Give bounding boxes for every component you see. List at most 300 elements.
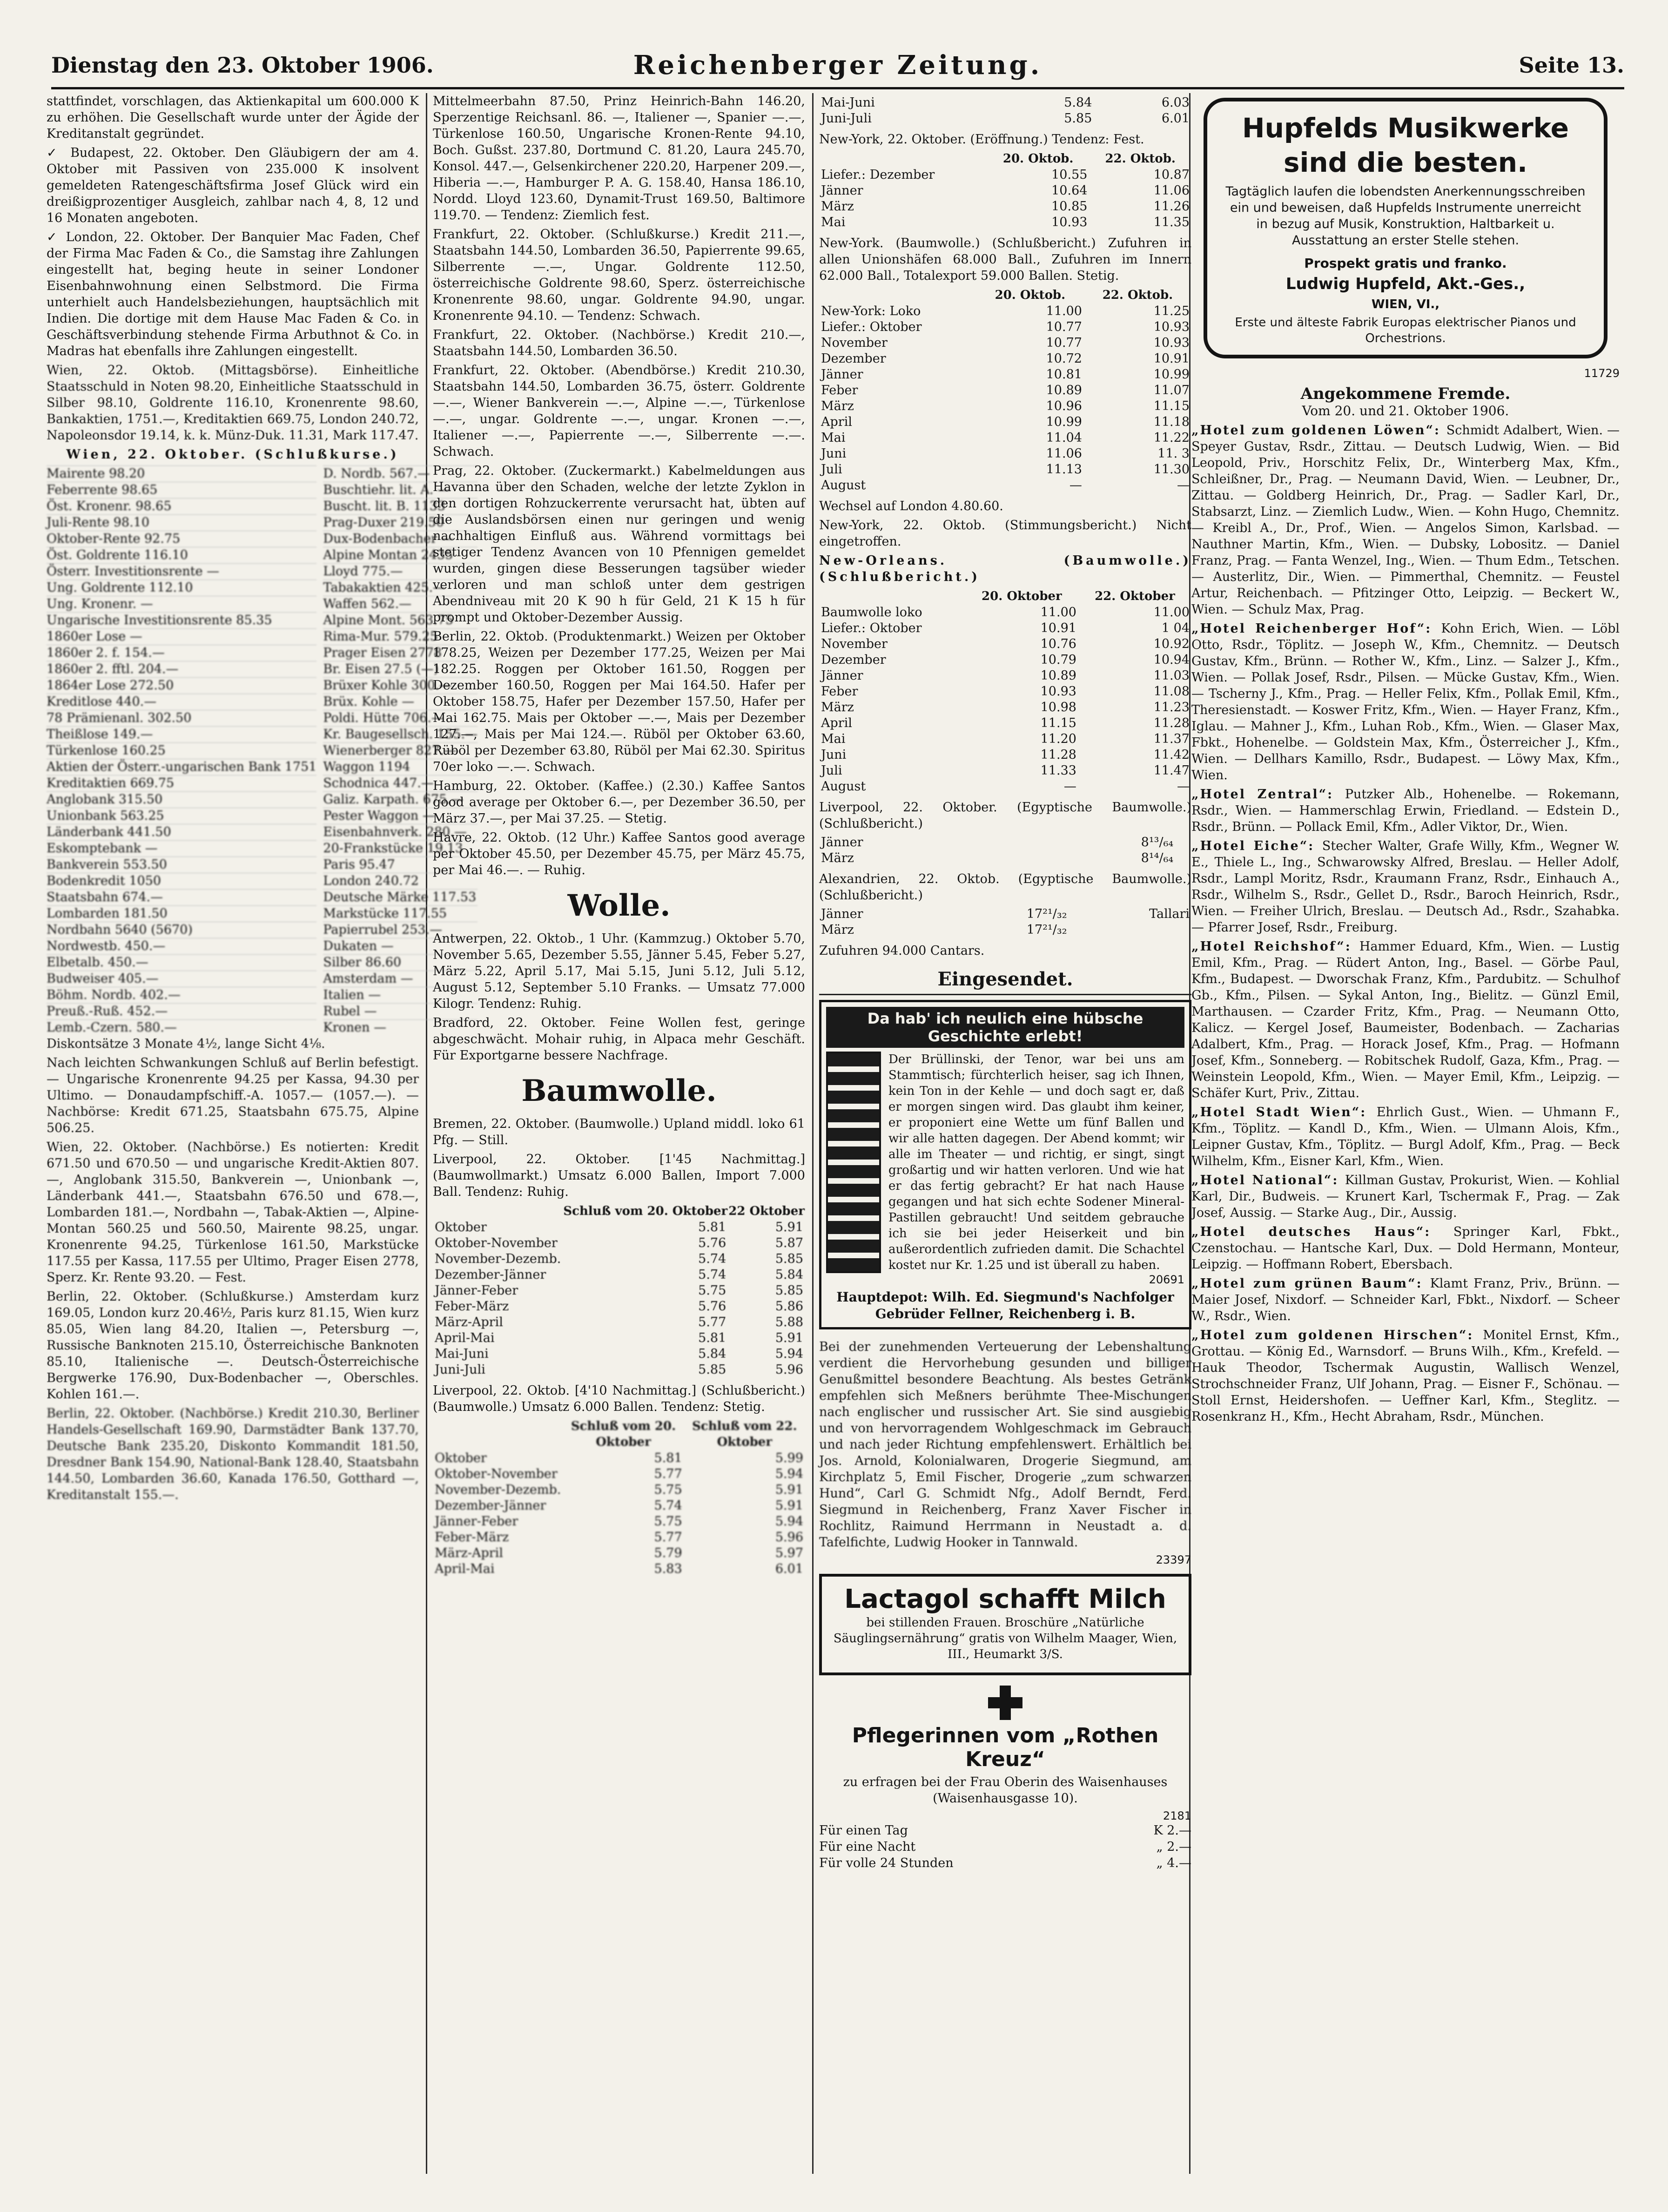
table-cell: Baumwolle loko [821, 605, 922, 620]
quote-entry: 1860er 2. fftl. 204.— [47, 661, 316, 677]
table-cell: 5.84 [1064, 95, 1092, 110]
table-row [819, 636, 1191, 652]
table-row [433, 1561, 805, 1577]
quote-entry: 1860er Lose — [47, 628, 316, 645]
table-cell: 5.99 [775, 1451, 803, 1465]
quote-entry: Nordbahn 5640 (5670) [47, 922, 316, 938]
hotel-entry [1191, 1327, 1620, 1425]
table-cell: 11.06 [1046, 446, 1082, 461]
table-cell: Jänner [821, 835, 863, 850]
table-cell: 5.91 [775, 1483, 803, 1497]
hotel-guests: Kohn Erich, Wien. — Löbl Otto, Rsdr., Töplitz. — Joseph W., Kfm., Chemnitz. — Deutsch Gustav, Kfm., Brünn. — Rother W., Kfm., Linz. — Salzer J., Kfm., Wien. — Pollak Josef, Rsdr., Pilsen. — Mücke Gustav, Kfm., Wien. — Tscherny J., Kfm., Prag. — Heller Felix, Kfm., Pollak Emil, Kfm., Theresienstadt. — Koswer Fritz, Kfm., Wien. — Hayer Franz, Kfm., Iglau. — Mahner J., Kfm., Luhan Rob., Kfm., Wien. — Glaser Max, Fbkt., Hohenelbe. — Goldstein Max, Kfm., Österreicher J., Kfm., Wien. — Dellhars Kamillo, Rsdr., Budapest. — Löwy Max, Kfm., Wien. [1191, 621, 1620, 782]
hupfeld-footer: Erste und älteste Fabrik Europas elektrischer Pianos und Orchestrions. [1235, 316, 1576, 345]
issue-date: Dienstag den 23. Oktober 1906. [51, 53, 434, 78]
table-cell: März [821, 199, 854, 214]
price-table [819, 835, 1191, 866]
table-row [433, 1299, 805, 1315]
quote-entry: Preuß.-Ruß. 452.— [47, 1003, 316, 1019]
table-cell: 5.81 [698, 1220, 726, 1234]
hotel-guest-list [1191, 422, 1620, 1425]
table-header-row [433, 1418, 805, 1450]
table-cell: — [1069, 478, 1082, 492]
table-cell: 11.22 [1153, 431, 1190, 445]
quote-entry: Galiz. Karpath. 675.— [323, 791, 478, 808]
section-heading-baumwolle: Baumwolle. [521, 1073, 717, 1108]
berlin-schlusskurse: Berlin, 22. Oktober. (Schlußkurse.) Amsterdam kurz 169.05, London kurz 20.46½, Paris kurz 81.15, Wien kurz 85.05, Wien lang 84.20, Italien —, Petersburg —, Russische Banknoten 215.10, Österreichische Banknoten 85.10, Italienische —. Deutsch-Österreichische Bergwerke 176.90, Dux-Bodenbacher —, Oberschles. Kohlen 161.—. [47, 1289, 419, 1402]
table-row [433, 1235, 805, 1251]
table-header-row [433, 1203, 805, 1220]
rate-row [819, 1839, 1191, 1855]
table-row [819, 430, 1191, 446]
column-divider [812, 93, 814, 2174]
table-cell: — [1177, 779, 1190, 794]
column-divider [426, 93, 427, 2174]
table-row [819, 111, 1191, 127]
hotel-guests: Hammer Eduard, Kfm., Wien. — Lustig Emil, Kfm., Prag. — Rüdert Anton, Ing., Basel. — Görbe Paul, Kfm., Budapest. — Dworschak Franz, Kfm., Pardubitz. — Schulhof Gb., Kfm., Pilsen. — Sykal Anton, Ing., Bielitz. — Günzl Emil, Marthausen. — Czarder Fritz, Kfm., Prag. — Neumann Otto, Kalicz. — Kergel Josef, Baumeister, Bodenbach. — Zacharias Adalbert, Kfm., Prag. — Horack Josef, Kfm., Prag. — Hofmann Josef, Kfm., Sonneberg. — Robitschek Rudolf, Gaza, Kfm., Prag. — Weinstein Leopold, Kfm., Wien. — Mayer Emil, Kfm., Leipzig. — Schäfer Kurt, Priv., Zittau. [1191, 939, 1620, 1100]
table-header-cell: Schluß vom 20. Oktober [563, 1204, 728, 1218]
table-cell: Juni [821, 446, 847, 461]
table-cell: 11.37 [1153, 732, 1190, 746]
table-header-cell: 20. Oktob. [1002, 152, 1074, 166]
table-row [433, 1514, 805, 1530]
quote-entry: Wienerberger 827.— [323, 742, 478, 759]
table-cell: Jänner [821, 907, 863, 921]
table-row [433, 1450, 805, 1466]
table-cell: 5.85 [1064, 111, 1092, 126]
table-cell: 17²¹/₃₂ [1026, 907, 1067, 921]
hamburg-kaffee: Hamburg, 22. Oktober. (Kaffee.) (2.30.) Kaffee Santos good average per Oktober 6.—, per Dezember 36.50, per März 37.—, per Mai 37.25. — Stetig. [433, 779, 805, 826]
table-cell: 17²¹/₃₂ [1026, 923, 1067, 937]
frankfurt-schlusskurse: Frankfurt, 22. Oktober. (Schlußkurse.) Kredit 211.—, Staatsbahn 144.50, Lombarden 36.50, Papierrente 99.65, Silberrente —.—, Ungar. Goldrente 112.50, österreichische Goldrente 98.60, Sperz. österreichische Kronenrente 98.60, ungar. Goldrente 94.90, ungar. Kronenrente 94.10. — Tendenz: Schwach. [433, 227, 805, 323]
table-row [819, 747, 1191, 763]
table-cell: Dezember [821, 351, 886, 366]
table-cell: 11.07 [1153, 383, 1190, 398]
table-cell: Mai [821, 215, 846, 229]
table-cell [1175, 835, 1191, 850]
table-cell: Feber [821, 383, 858, 398]
table-row [819, 319, 1191, 335]
table-header-cell: 20. Oktober [982, 589, 1062, 603]
cross-icon [988, 1686, 1022, 1720]
table-cell: 11.35 [1153, 215, 1190, 229]
hotel-guests: Putzker Alb., Hohenelbe. — Rokemann, Rsdr., Wien. — Hammerschlag Erwin, Friedland. — Edstein D., Rsdr., Brünn. — Pollack Emil, Kfm., Adler Viktor, Dr., Wien. [1191, 787, 1620, 834]
table-row [819, 478, 1191, 493]
hotel-guests: Stecher Walter, Grafe Willy, Kfm., Wegner W. E., Thiele L., Ing., Schwarowsky Alfred, Breslau. — Heller Adolf, Rsdr., Lampl Moritz, Rsdr., Kraumann Franz, Rsdr., Einhauch A., Rsdr., Wilhelm S., Rsdr., Gellet D., Rsdr., Baroch Heinrich, Rsdr., Wien. — Freiher Ulrich, Breslau. — Deutsch Ad., Rsdr., Szahabka. — Pfarrer Josef, Rsdr., Freiburg. [1191, 839, 1620, 935]
table-row [433, 1315, 805, 1330]
hotel-entry [1191, 786, 1620, 835]
liverpool-baumwolle: Liverpool, 22. Oktober. [1'45 Nachmittag.] (Baumwollmarkt.) Umsatz 6.000 Ballen, Import 7.000 Ball. Tendenz: Ruhig. [433, 1152, 805, 1199]
liverpool-schlussbericht: Liverpool, 22. Oktob. [4'10 Nachmittag.] (Schlußbericht.) (Baumwolle.) Umsatz 6.000 Ballen. Tendenz: Stetig. [433, 1383, 805, 1414]
table-cell: Mai-Juni [821, 95, 875, 110]
hotel-entry [1191, 1104, 1620, 1169]
table-row [819, 605, 1191, 620]
table-cell: 10.64 [1051, 183, 1088, 198]
page-number: Seite 13. [1519, 53, 1624, 78]
hotel-name: „Hotel deutsches Haus“: [1191, 1225, 1453, 1239]
ornament-illustration [826, 1052, 881, 1273]
table-cell: 5.86 [775, 1299, 803, 1314]
table-row [819, 414, 1191, 430]
table-cell: 11.00 [1040, 605, 1076, 620]
table-cell: Mai [821, 732, 846, 746]
table-cell: Mai-Juni [435, 1347, 489, 1361]
article-london: ✓ London, 22. Oktober. Der Banquier Mac Faden, Chef der Firma Mac Faden & Co., die Samstag ihre Zahlungen eingestellt hat, beging heute in seiner Londoner Eisenbahnwohnung einen Selbstmord. Die Firma unterhielt auch Handelsbeziehungen, hauptsächlich mit Indien. Die dortige mit dem Hause Mac Faden & Co. in Geschäftsverbindung stehende Firma Arbuthnot & Co. in Madras hat ebenfalls ihre Zahlungen eingestellt. [47, 230, 419, 358]
berlin-produktenmarkt: Berlin, 22. Oktob. (Produktenmarkt.) Weizen per Oktober 178.25, Weizen per Dezember 177.25, Weizen per Mai 182.25. Roggen per Oktober 161.50, Roggen per Dezember 160.50, Roggen per Mai 164.50. Hafer per Oktober 158.75, Hafer per Dezember 157.50, Hafer per Mai 162.75. Mais per Oktober —.—, Mais per Dezember 127.—, Mais per Mai 124.—. Rüböl per Oktober 63.60, Rüböl per Dezember 63.80, Rüböl per Mai 62.30. Spiritus 70er loko —.—. Schwach. [433, 629, 805, 774]
table-cell: 10.72 [1046, 351, 1082, 366]
table-header-row [819, 588, 1191, 605]
table-header-cell [433, 1203, 563, 1220]
article-budapest: ✓ Budapest, 22. Oktober. Den Gläubigern der am 4. Oktober mit Passiven von 235.000 K insolvent gemeldeten Ratengeschäftsfirma Josef Glück wird ein dreißigprozentiger Ausgleich, zahlbar nach 4, 8, 12 und 16 Monaten angeboten. [47, 146, 419, 225]
table-cell: 11.42 [1153, 748, 1190, 762]
table-row [819, 620, 1191, 636]
stock-quotes-list [47, 465, 478, 1036]
column-2 [433, 93, 805, 2174]
table-cell: März [821, 923, 854, 937]
quote-entry: Anglobank 315.50 [47, 791, 316, 808]
eingesendet-heading: Eingesendet. [819, 968, 1191, 995]
quote-entry: Silber 86.60 [323, 954, 478, 971]
table-row [819, 906, 1191, 922]
table-row [819, 763, 1191, 779]
section-heading-wolle: Wolle. [567, 888, 671, 923]
quote-entry: Schodnica 447.— [323, 775, 478, 791]
table-cell: November-Dezemb. [435, 1252, 561, 1266]
table-cell: 10.96 [1046, 399, 1082, 413]
table-cell: Feber-März [435, 1299, 509, 1314]
quote-entry: Nordwestb. 450.— [47, 938, 316, 954]
quote-entry: Pester Waggon — [323, 808, 478, 824]
table-cell: 5.96 [775, 1362, 803, 1377]
lactagol-text: bei stillenden Frauen. Broschüre „Natürliche Säuglingsernährung“ gratis von Wilhelm Maager, Wien, III., Heumarkt 3/S. [833, 1616, 1177, 1661]
table-cell: Feber-März [435, 1530, 509, 1544]
table-row [433, 1482, 805, 1498]
table-cell: 6.01 [775, 1562, 803, 1576]
quote-entry: Eisenbahnverk. 280.— [323, 824, 478, 840]
hupfeld-text: Tagtäglich laufen die lobendsten Anerkennungsschreiben ein und beweisen, daß Hupfelds Instrumente unerreicht in bezug auf Musik, Konstruktion, Haltbarkeit u. Ausstattung an erster Stelle stehen. [1225, 184, 1586, 248]
quote-entry: Prag-Duxer 219.50 [323, 514, 478, 531]
quote-entry: Papierrubel 253.— [323, 922, 478, 938]
table-cell: 11.33 [1040, 763, 1076, 778]
table-cell: 10.99 [1046, 415, 1082, 429]
table-cell: November [821, 336, 888, 350]
table-row [819, 335, 1191, 351]
table-header-cell: 20. Oktob. [995, 288, 1066, 302]
alexandrien-zufuhren: Zufuhren 94.000 Cantars. [819, 944, 985, 958]
quote-entry: Dukaten — [323, 938, 478, 954]
table-header-row [819, 287, 1191, 303]
quote-entry: Budweiser 405.— [47, 971, 316, 987]
table-cell: 5.88 [775, 1315, 803, 1329]
table-cell: 11.28 [1153, 716, 1190, 730]
neworleans-heading: New-Orleans. (Baumwolle.) (Schlußbericht.) [819, 553, 1191, 584]
sodener-depot: Hauptdepot: Wilh. Ed. Siegmund's Nachfolger Gebrüder Fellner, Reichenberg i. B. [836, 1289, 1174, 1322]
table-cell: April [821, 716, 852, 730]
ad-number: 11729 [1584, 367, 1620, 380]
table-cell: 5.81 [698, 1331, 726, 1345]
masthead-rule [51, 87, 1624, 89]
quote-entry: Öst. Goldrente 116.10 [47, 547, 316, 563]
table-cell: 10.93 [1040, 684, 1076, 699]
table-cell: Oktober-November [435, 1467, 558, 1481]
quote-entry: Elbetalb. 450.— [47, 954, 316, 971]
table-cell: 5.96 [775, 1530, 803, 1544]
table-cell: April-Mai [435, 1562, 495, 1576]
quote-entry: Feberrente 98.65 [47, 482, 316, 498]
table-header-cell: 22. Oktober [1095, 589, 1175, 603]
quote-entry: Lloyd 775.— [323, 563, 478, 580]
price-table [819, 150, 1191, 230]
rate-label: Für eine Nacht [819, 1840, 916, 1854]
table-cell: Jänner [821, 668, 863, 683]
hotel-entry [1191, 838, 1620, 936]
quote-entry: Amsterdam — [323, 971, 478, 987]
lactagol-ad [819, 1574, 1191, 1675]
quote-entry: Prager Eisen 2778 [323, 645, 478, 661]
hotel-entry [1191, 1275, 1620, 1324]
ad-number: 23397 [1156, 1553, 1191, 1566]
rate-label: Für einen Tag [819, 1823, 908, 1838]
quote-entry: 78 Prämienanl. 302.50 [47, 710, 316, 726]
table-row [819, 367, 1191, 383]
quote-entry: Ung. Goldrente 112.10 [47, 580, 316, 596]
messner-tea-notice: Bei der zunehmenden Verteuerung der Lebenshaltung verdient die Hervorhebung gesunden und billiger Genußmittel besondere Beachtung. Als bestes Getränk empfehlen sich Meßners berühmte Thee-Mischungen nach englischer und russischer Art. Sie sind ausgiebig und von hervorragendem Wohlgeschmack im Gebrauch und nach jeder Richtung empfehlenswert. Erhältlich bei Jos. Arnold, Kolonialwaren, Drogerie Siegmund, am Kirchplatz 5, Emil Fischer, Drogerie „zum schwarzen Hund“, Carl G. Schmidt Nfg., Adolf Berndt, Ferd. Siegmund in Reichenberg, Franz Xaver Fischer in Rochlitz, Raimund Herrmann in Neustadt a. d. Tafelfichte, Ludwig Hooker in Tannwald. [819, 1340, 1191, 1550]
table-row [819, 303, 1191, 319]
table-row [819, 351, 1191, 367]
table-cell: 10.98 [1040, 700, 1076, 715]
table-cell: 5.77 [654, 1530, 682, 1544]
quote-entry: Br. Eisen 27.5 (—) [323, 661, 478, 677]
table-cell: Liefer.: Oktober [821, 320, 922, 334]
table-cell: 10.79 [1040, 653, 1076, 667]
table-cell: 5.85 [775, 1252, 803, 1266]
price-table [433, 1418, 805, 1577]
table-cell: Dezember-Jänner [435, 1268, 546, 1282]
hotel-entry [1191, 422, 1620, 618]
newyork-eroeffnung: New-York, 22. Oktober. (Eröffnung.) Tendenz: Fest. [819, 132, 1144, 147]
quote-entry: Kreditaktien 669.75 [47, 775, 316, 791]
hotel-guests: Ehrlich Gust., Wien. — Uhmann F., Kfm., Töplitz. — Kandl D., Kfm., Wien. — Ulmann Alois, Kfm., Leipner Gustav, Kfm., Töplitz. — Burgl Adolf, Kfm., Prag. — Beck Wilhelm, Kfm., Eisner Karl, Kfm., Wien. [1191, 1105, 1620, 1168]
table-row [819, 700, 1191, 715]
sodener-ad-title: Da hab' ich neulich eine hübsche Geschichte erlebt! [826, 1007, 1184, 1048]
ad-number: 2181 [1163, 1809, 1191, 1822]
prag-zuckermarkt: Prag, 22. Oktober. (Zuckermarkt.) Kabelmeldungen aus Havanna über den Schaden, welche der letzte Zyklon in den dortigen Rohzuckerrente verursacht hat, übten auf die Auslandsbörsen einen nur geringen und wenig nachhaltigen Einfluß aus. Während vormittags bei stetiger Tendenz Avancen von 10 Pfennigen gemeldet wurden, gingen diese Besserungen tagsüber wieder verloren und man schloß unter dem gestrigen Abendniveau mit 20 K 90 h für Geld, 21 K 15 h für prompt und Oktober-Dezember Aussig. [433, 464, 805, 625]
quote-entry: Ungarische Investitionsrente 85.35 [47, 612, 316, 628]
market-report: Nach leichten Schwankungen Schluß auf Berlin befestigt. — Ungarische Kronenrente 94.25 per Kassa, 94.30 per Ultimo. — Donaudampfschiff.-A. 1057.— (1057.—). — Nachbörse: Kredit 671.25, Staatsbahn 675.75, Alpine 506.25. [47, 1056, 419, 1135]
red-cross-ad [819, 1686, 1191, 1722]
table-row [433, 1466, 805, 1482]
hotel-name: „Hotel Eiche“: [1191, 839, 1322, 853]
bremen-baumwolle: Bremen, 22. Oktober. (Baumwolle.) Upland middl. loko 61 Pfg. — Still. [433, 1117, 805, 1147]
price-table [819, 588, 1191, 795]
bradford-wolle: Bradford, 22. Oktober. Feine Wollen fest, geringe abgeschwächt. Mohair ruhig, in Alpaca mehr Geschäft. Für Exportgarne bessere Nachfrage. [433, 1016, 805, 1063]
table-cell: 8¹⁴/₆₄ [1141, 851, 1174, 865]
quote-entry: Markstücke 117.55 [323, 905, 478, 922]
hotel-name: „Hotel zum grünen Baum“: [1191, 1276, 1430, 1291]
pflegerinnen-rates [819, 1822, 1191, 1871]
quote-entry: Waggon 1194 [323, 759, 478, 775]
newyork-schlussbericht: New-York. (Baumwolle.) (Schlußbericht.) Zufuhren in allen Unionshäfen 68.000 Ball., Zufuhren im Innern 62.000 Ball., Totalexport 59.000 Ballen. Stetig. [819, 236, 1191, 283]
price-table [819, 95, 1191, 127]
table-cell: 10.89 [1040, 668, 1076, 683]
table-cell: 11.26 [1153, 199, 1190, 214]
table-cell: 10.93 [1051, 215, 1088, 229]
table-cell: 5.94 [775, 1347, 803, 1361]
market-report: Mittelmeerbahn 87.50, Prinz Heinrich-Bahn 146.20, Sperzentige Reichsanl. 86. —, Italiener —, Spanier —.—, Türkenlose 160.50, Ungarische Kronen-Rente 94.10, Boch. Gußst. 237.80, Dortmund C. 81.20, Laura 245.70, Konsol. 447.—, Gelsenkirchener 220.20, Harpener 209.—, Hiberia —.—, Hamburger P. A. G. 158.40, Hansa 186.10, Nordd. Lloyd 123.60, Dynamit-Trust 169.50, Baltimore 119.70. — Tendenz: Ziemlich fest. [433, 94, 805, 223]
table-row [819, 398, 1191, 414]
table-row [819, 215, 1191, 230]
table-cell: Feber [821, 684, 858, 699]
table-row [433, 1251, 805, 1267]
table-cell: März [821, 399, 854, 413]
hotel-name: „Hotel Zentral“: [1191, 787, 1345, 802]
quote-entry: Staatsbahn 674.— [47, 889, 316, 905]
table-cell: März [821, 700, 854, 715]
table-cell: April-Mai [435, 1331, 495, 1345]
table-cell: 5.77 [698, 1315, 726, 1329]
fremde-heading: Angekommene Fremde. [1300, 384, 1511, 403]
quote-entry: Tabakaktien 425.— [323, 580, 478, 596]
table-row [819, 715, 1191, 731]
quote-entry: Böhm. Nordb. 402.— [47, 987, 316, 1003]
table-cell: Dezember-Jänner [435, 1498, 546, 1513]
hupfeld-prospekt: Prospekt gratis und franko. [1304, 256, 1507, 271]
fremde-date: Vom 20. und 21. Oktober 1906. [1302, 403, 1509, 418]
quote-entry: 1864er Lose 272.50 [47, 677, 316, 694]
quote-entry: Buschtiehr. lit. A. — [323, 482, 478, 498]
table-row [819, 95, 1191, 111]
table-cell: 11.04 [1046, 431, 1082, 445]
table-cell: 10.91 [1153, 351, 1190, 366]
quote-entry: Juli-Rente 98.10 [47, 514, 316, 531]
table-header-cell: Schluß vom 22. Oktober [692, 1419, 797, 1449]
hupfeld-headline: Hupfelds Musikwerke [1242, 112, 1569, 144]
table-cell: 11. 3 [1157, 446, 1190, 461]
table-cell [1069, 922, 1191, 938]
wien-schlusskurse-heading: Wien, 22. Oktober. (Schlußkurse.) [66, 447, 399, 462]
quote-entry: Theißlose 149.— [47, 726, 316, 742]
pflegerinnen-headline: Pflegerinnen vom „Rothen Kreuz“ [852, 1724, 1159, 1771]
rate-value: K 2.— [1153, 1823, 1191, 1838]
frankfurt-nachboerse: Frankfurt, 22. Oktober. (Nachbörse.) Kredit 210.—, Staatsbahn 144.50, Lombarden 36.50. [433, 328, 805, 358]
ad-number: 20691 [1149, 1273, 1184, 1286]
table-cell: 5.74 [698, 1252, 726, 1266]
price-table [819, 287, 1191, 493]
table-header-cell: 22. Oktob. [1105, 152, 1176, 166]
quote-entry: 20-Frankstücke 19.13 [323, 840, 478, 856]
table-cell: 11.30 [1153, 462, 1190, 477]
newyork-stimmungsbericht: New-York, 22. Oktob. (Stimmungsbericht.) Nicht eingetroffen. [819, 518, 1191, 549]
quote-entry: Italien — [323, 987, 478, 1003]
table-cell: 11.00 [1153, 605, 1190, 620]
table-cell: Oktober [435, 1220, 487, 1234]
hotel-guests: Schmidt Adalbert, Wien. — Speyer Gustav, Rsdr., Zittau. — Deutsch Ludwig, Wien. — Bid Leopold, Priv., Horschitz Felix, Dr., Winterberg Max, Kfm., Schleißner, Dr., Prag. — Neumann David, Wien. — Leubner, Dr., Zittau. — Goldberg Heinrich, Dr., Prag. — Sadler Karl, Dr., Stabsarzt, Linz. — Ziemlich Ludw., Wien. — Kohn Hugo, Chemnitz. — Kreibl A., Dr., Prof., Wien. — Angelos Simon, Karlsbad. — Nauthner Martin, Kfm., Wien. — Dubsky, Lobositz. — Daniel Franz, Prag. — Fanta Wenzel, Ing., Wien. — Thum Edm., Tetschen. — Austerlitz, Dir., Wien. — Pimmerthal, Chemnitz. — Feustel Artur, Reichenbach. — Pfitzinger Otto, Leipzig. — Beckert W., Wien. — Schulz Max, Prag. [1191, 423, 1620, 617]
table-cell: Liefer.: Oktober [821, 621, 922, 635]
alexandrien-baumwolle: Alexandrien, 22. Oktob. (Egyptische Baumwolle.) (Schlußbericht.) [819, 872, 1191, 903]
table-cell: 5.84 [698, 1347, 726, 1361]
table-cell: 11.28 [1040, 748, 1076, 762]
quote-entry: 1860er 2. f. 154.— [47, 645, 316, 661]
table-cell: 5.87 [775, 1236, 803, 1250]
hotel-name: „Hotel Stadt Wien“: [1191, 1105, 1377, 1119]
table-cell: Jänner-Feber [435, 1514, 518, 1529]
hotel-entry [1191, 620, 1620, 783]
table-cell: Jänner-Feber [435, 1283, 518, 1298]
table-row [433, 1267, 805, 1283]
article-text: stattfindet, vorschlagen, das Aktienkapital um 600.000 K zu erhöhen. Die Gesellschaft wurde unter der Ägide der Kreditanstalt gegründet. [47, 94, 419, 141]
quote-entry: D. Nordb. 567.— [323, 465, 478, 482]
table-cell: 5.85 [775, 1283, 803, 1298]
table-cell: 10.93 [1153, 320, 1190, 334]
wien-mittagsboerse: Wien, 22. Oktob. (Mittagsbörse). Einheitliche Staatsschuld in Noten 98.20, Einheitliche Staatsschuld in Silber 98.10, Goldrente 116.10, Kronenrente 98.60, Bankaktien, 1751.—, Kreditaktien 669.75, London 240.72, Napoleonsdor 19.14, k. k. Münz-Duk. 11.31, Mark 117.47. [47, 363, 419, 443]
table-cell: 10.94 [1153, 653, 1190, 667]
table-cell: 11.13 [1046, 462, 1082, 477]
sodener-ad [819, 1000, 1191, 1329]
hotel-guests: Killman Gustav, Prokurist, Wien. — Kohlial Karl, Dir., Budweis. — Krunert Karl, Tschermak F., Prag. — Zak Josef, Aussig. — Starke Aug., Dir., Aussig. [1191, 1173, 1620, 1220]
hupfeld-ad [1204, 98, 1607, 358]
table-row [819, 446, 1191, 462]
havre-kaffee: Havre, 22. Oktob. (12 Uhr.) Kaffee Santos good average per Oktober 45.50, per Dezember 45.75, per März 45.75, per Mai 46.—. — Ruhig. [433, 830, 805, 877]
table-cell: Juni [821, 748, 847, 762]
quote-entry: Mairente 98.20 [47, 465, 316, 482]
price-table [433, 1203, 805, 1378]
hotel-guests: Springer Karl, Fbkt., Czenstochau. — Hantsche Karl, Dux. — Dold Hermann, Monteur, Leipzig. — Hoffmann Robert, Ebersbach. [1191, 1225, 1620, 1272]
table-row [819, 850, 1191, 866]
table-cell: 10.91 [1040, 621, 1076, 635]
price-table [819, 906, 1191, 938]
quote-entry: Brüx. Kohle — [323, 694, 478, 710]
table-row [433, 1498, 805, 1514]
table-row [819, 668, 1191, 684]
quote-entry: Lombarden 181.50 [47, 905, 316, 922]
quote-entry: Alpine Montan 2435 [323, 547, 478, 563]
quote-entry: Österr. Investitionsrente — [47, 563, 316, 580]
table-cell: 5.76 [698, 1236, 726, 1250]
table-cell: 5.75 [654, 1483, 682, 1497]
table-cell: 5.91 [775, 1331, 803, 1345]
liverpool-egyptian: Liverpool, 22. Oktober. (Egyptische Baumwolle.) (Schlußbericht.) [819, 800, 1191, 831]
hotel-name: „Hotel National“: [1191, 1173, 1345, 1187]
quote-entry: Aktien der Österr.-ungarischen Bank 1751 [47, 760, 317, 774]
quote-entry: Alpine Mont. 563.75 [323, 612, 478, 628]
table-row [819, 652, 1191, 668]
rate-row [819, 1855, 1191, 1871]
quote-entry: Unionbank 563.25 [47, 808, 316, 824]
table-cell: Juli [821, 763, 842, 778]
quote-entry: Eskomptebank — [47, 840, 316, 856]
table-cell: 11.15 [1153, 399, 1190, 413]
quote-entry: Bodenkredit 1050 [47, 873, 316, 889]
table-cell: 1 04 [1161, 621, 1190, 635]
hupfeld-firm: Ludwig Hupfeld, Akt.-Ges., [1285, 275, 1526, 293]
pflegerinnen-text: zu erfragen bei der Frau Oberin des Waisenhauses (Waisenhausgasse 10). [843, 1775, 1168, 1806]
table-cell: 5.91 [775, 1220, 803, 1234]
table-row [819, 199, 1191, 215]
table-row [819, 684, 1191, 700]
frankfurt-abendboerse: Frankfurt, 22. Oktober. (Abendbörse.) Kredit 210.30, Staatsbahn 144.50, Lombarden 36.75, österr. Goldrente —.—, Wiener Bankverein —.—, Alpine —.—, Türkenlose —.—, ungar. Goldrente —.—, ungar. Kronen —.—, Italiener —.—, Papierrente —.—, Silberrente —.—. Schwach. [433, 363, 805, 459]
hotel-entry [1191, 938, 1620, 1101]
table-cell: 5.74 [654, 1498, 682, 1513]
table-cell: März-April [435, 1315, 503, 1329]
table-header-cell [819, 150, 987, 167]
hotel-entry [1191, 1172, 1620, 1221]
table-cell: April [821, 415, 852, 429]
quote-entry: Türkenlose 160.25 [47, 742, 316, 759]
table-cell: New-York: Loko [821, 304, 921, 318]
table-row [433, 1220, 805, 1235]
masthead [51, 47, 1624, 89]
sodener-ad-text: Der Brüllinski, der Tenor, war bei uns am Stammtisch; fürchterlich heiser, sag ich Ihnen, kein Ton in der Kehle — und doch sagt er, daß er morgen singen wird. Das glaubt ihm keiner, er proponiert eine Wette um fünf Ballen und wir alle hatten dagegen. Der Abend kommt; wir alle im Theater — und richtig, er singt, singt großartig und wir hatten verloren. Und wie hat er das fertig gebracht? Er hat nach Hause gegangen und hat sich echte Sodener Mineral-Pastillen gebraucht! Und seitdem gebrauche ich sie bei jeder Heiserkeit und bin außerordentlich zufrieden damit. Die Schachtel kostet nur Kr. 1.25 und ist überall zu haben. [888, 1052, 1184, 1272]
rate-row [819, 1822, 1191, 1839]
